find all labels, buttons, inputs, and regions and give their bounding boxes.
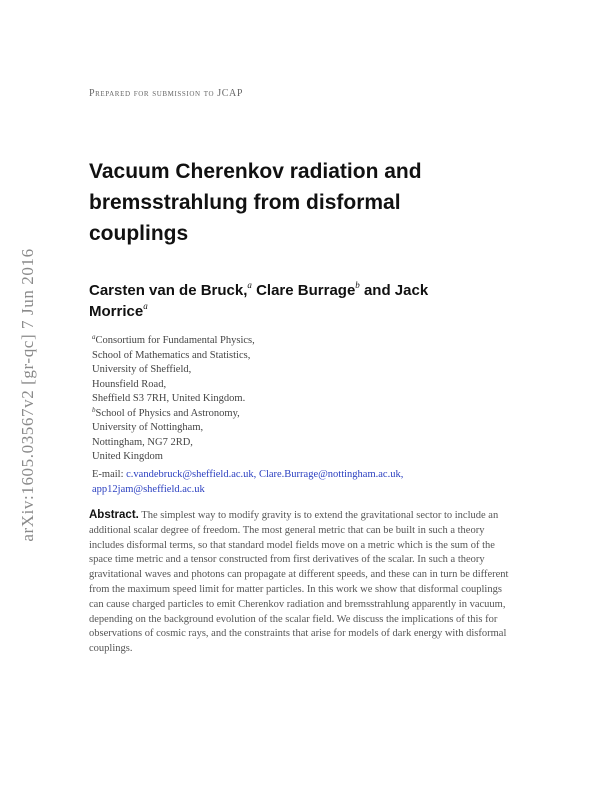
affiliation-line: School of Mathematics and Statistics, [92, 349, 251, 361]
abstract-label: Abstract. [89, 509, 139, 521]
affiliation-line: $^b$School of Physics and Astronomy, [92, 405, 240, 419]
title-line: couplings [89, 222, 189, 245]
author-conjunction: and Jack [363, 282, 429, 299]
email-label: E-mail: [92, 469, 124, 480]
affiliation-a [89, 334, 519, 407]
author-name: Morrice [89, 303, 144, 320]
arxiv-sidebar [13, 225, 43, 565]
affiliation-line: $^a$Consortium for Fundamental Physics, [92, 333, 255, 346]
affiliation-line: University of Sheffield, [92, 364, 192, 375]
title-line: Vacuum Cherenkov radiation and [89, 160, 422, 183]
affiliation-marker: b [92, 405, 96, 414]
author-name: Carsten van de Bruck, [89, 282, 248, 299]
affiliation-marker: a [92, 333, 96, 341]
affiliation-marker: a [143, 301, 148, 311]
title-line: bremsstrahlung from disformal [89, 191, 401, 214]
author-list [89, 280, 509, 322]
affiliation-line: Nottingham, NG7 2RD, [92, 436, 193, 448]
affiliation-marker: a [247, 280, 252, 290]
affiliation-b [89, 407, 519, 465]
paper-title [89, 156, 509, 249]
author-name: Clare Burrage [256, 282, 356, 299]
journal-header: Prepared for submission to JCAP [89, 88, 243, 99]
affiliation-marker: b [355, 280, 360, 290]
abstract-text: The simplest way to modify gravity is to extend the gravitational sector to include an additional scalar degree of freedom. The most general metric that can be built in such a theory includes disformal terms, so that standard model fields move on a metric which is the sum of the space time metric and a tensor constructed from first derivatives of the scalar. In such a theory gravitational waves and photons can propagate at different speeds, and these can in turn be different from the maximum speed limit for matter particles. In this work we show that disformal couplings can cause charged particles to emit Cherenkov radiation and bremsstrahlung apparently in vacuum, depending on the background evolution of the scalar field. We discuss the implications of this for observations of cosmic rays, and the constraints that arise for models of dark energy with disformal couplings. [89, 510, 509, 655]
affiliation-line: United Kingdom [92, 451, 163, 462]
email-block [92, 467, 512, 497]
email-link[interactable]: c.vandebruck@sheffield.ac.uk, [126, 469, 257, 480]
affiliation-line: Sheffield S3 7RH, United Kingdom. [92, 393, 246, 404]
email-link[interactable]: app12jam@sheffield.ac.uk [92, 484, 205, 495]
affiliation-line: Hounsfield Road, [92, 378, 167, 390]
arxiv-identifier: arXiv:1605.03567v2 [gr-qc] 7 Jun 2016 [18, 248, 37, 542]
email-link[interactable]: Clare.Burrage@nottingham.ac.uk, [258, 469, 404, 480]
affiliation-line: University of Nottingham, [92, 422, 204, 433]
abstract [89, 508, 512, 657]
affiliations [89, 334, 519, 465]
